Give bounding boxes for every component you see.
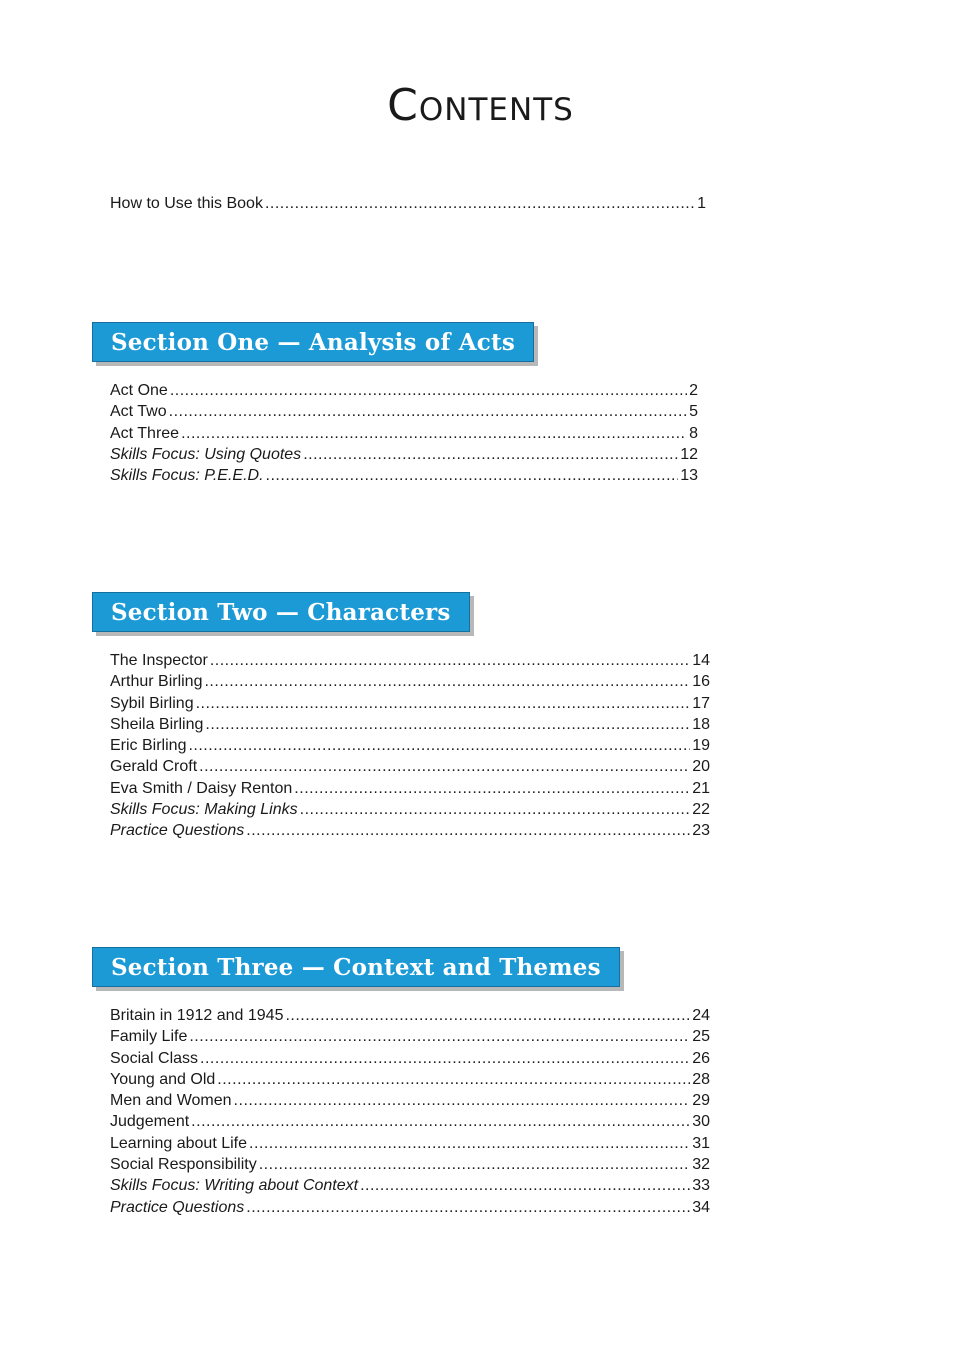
toc-entry-page: 25 bbox=[692, 1028, 710, 1046]
toc-entry-label: Skills Focus: Making Links bbox=[110, 801, 298, 819]
leader-dots bbox=[294, 778, 690, 799]
toc-entry[interactable] bbox=[110, 465, 698, 486]
leader-dots bbox=[234, 1090, 691, 1111]
toc-entry-label: Eric Birling bbox=[110, 737, 187, 755]
leader-dots bbox=[205, 714, 690, 735]
toc-entry-page: 32 bbox=[692, 1156, 710, 1174]
toc-entry-page: 2 bbox=[689, 382, 698, 399]
toc-entry-label: How to Use this Book bbox=[110, 195, 263, 212]
section-one-list bbox=[110, 380, 698, 486]
leader-dots bbox=[300, 799, 691, 820]
toc-entry[interactable] bbox=[110, 401, 698, 422]
leader-dots bbox=[204, 671, 690, 692]
toc-entry-page: 23 bbox=[692, 822, 710, 840]
leader-dots bbox=[169, 401, 687, 422]
section-two bbox=[92, 592, 710, 840]
toc-entry[interactable] bbox=[110, 1069, 710, 1090]
toc-entry[interactable] bbox=[110, 735, 710, 756]
toc-entry[interactable] bbox=[110, 1154, 710, 1175]
section-three bbox=[92, 947, 710, 1216]
leader-dots bbox=[265, 193, 695, 214]
toc-entry-label: Men and Women bbox=[110, 1092, 232, 1110]
toc-entry-page: 17 bbox=[692, 694, 710, 712]
toc-entry-page: 8 bbox=[689, 424, 698, 442]
leader-dots bbox=[249, 1133, 690, 1154]
leader-dots bbox=[246, 820, 690, 841]
toc-entry-page: 18 bbox=[692, 715, 710, 733]
leader-dots bbox=[181, 423, 687, 444]
section-two-list bbox=[110, 650, 710, 842]
leader-dots bbox=[188, 735, 690, 756]
leader-dots bbox=[170, 380, 687, 401]
toc-entry-page: 20 bbox=[692, 758, 710, 776]
toc-entry[interactable] bbox=[110, 1005, 710, 1026]
toc-entry[interactable] bbox=[110, 714, 710, 735]
toc-entry-page: 14 bbox=[692, 652, 710, 669]
toc-entry[interactable] bbox=[110, 1133, 710, 1154]
toc-entry-label: Gerald Croft bbox=[110, 758, 198, 776]
toc-entry-label: The Inspector bbox=[110, 652, 208, 669]
toc-entry-page: 33 bbox=[692, 1177, 710, 1195]
toc-entry[interactable] bbox=[110, 1197, 710, 1218]
toc-entry-page: 26 bbox=[692, 1049, 710, 1067]
toc-entry-page: 1 bbox=[697, 195, 706, 212]
toc-entry-label: Act One bbox=[110, 382, 168, 399]
toc-entry-page: 21 bbox=[692, 779, 710, 797]
leader-dots bbox=[191, 1111, 690, 1132]
section-one-heading: Section One — Analysis of Acts bbox=[92, 322, 534, 362]
toc-entry[interactable] bbox=[110, 650, 710, 671]
toc-entry-label: Eva Smith / Daisy Renton bbox=[110, 779, 293, 797]
toc-entry[interactable] bbox=[110, 1090, 710, 1111]
leader-dots bbox=[210, 650, 690, 671]
toc-entry[interactable] bbox=[110, 799, 710, 820]
toc-entry-page: 13 bbox=[680, 467, 698, 485]
toc-entry-label: Act Two bbox=[110, 403, 167, 421]
leader-dots bbox=[217, 1069, 690, 1090]
toc-entry-page: 5 bbox=[689, 403, 698, 421]
leader-dots bbox=[285, 1005, 690, 1026]
leader-dots bbox=[196, 693, 691, 714]
toc-entry[interactable] bbox=[110, 756, 710, 777]
leader-dots bbox=[266, 465, 679, 486]
toc-entry-page: 31 bbox=[692, 1134, 710, 1152]
intro-list bbox=[110, 193, 706, 214]
toc-entry-label: Skills Focus: Writing about Context bbox=[110, 1177, 359, 1195]
leader-dots bbox=[200, 1048, 690, 1069]
toc-entry[interactable] bbox=[110, 423, 698, 444]
toc-entry-label: Young and Old bbox=[110, 1070, 216, 1088]
toc-entry-label: Skills Focus: P.E.E.D. bbox=[110, 467, 264, 485]
toc-entry-label: Act Three bbox=[110, 424, 180, 442]
leader-dots bbox=[259, 1154, 690, 1175]
toc-entry[interactable] bbox=[110, 380, 698, 401]
toc-entry[interactable] bbox=[110, 778, 710, 799]
toc-entry[interactable] bbox=[110, 820, 710, 841]
toc-entry-label: Sybil Birling bbox=[110, 694, 194, 712]
leader-dots bbox=[303, 444, 678, 465]
toc-entry-page: 24 bbox=[692, 1007, 710, 1024]
toc-entry-page: 12 bbox=[680, 445, 698, 463]
toc-entry[interactable] bbox=[110, 671, 710, 692]
toc-entry-label: Family Life bbox=[110, 1028, 188, 1046]
toc-entry[interactable] bbox=[110, 193, 706, 214]
leader-dots bbox=[189, 1026, 690, 1047]
toc-entry-page: 30 bbox=[692, 1113, 710, 1131]
toc-entry[interactable] bbox=[110, 1048, 710, 1069]
toc-entry-label: Learning about Life bbox=[110, 1134, 247, 1152]
leader-dots bbox=[246, 1197, 690, 1218]
toc-entry[interactable] bbox=[110, 444, 698, 465]
toc-entry-label: Britain in 1912 and 1945 bbox=[110, 1007, 284, 1024]
page-title: Contents bbox=[387, 80, 574, 131]
toc-entry[interactable] bbox=[110, 693, 710, 714]
leader-dots bbox=[360, 1175, 690, 1196]
leader-dots bbox=[199, 756, 690, 777]
toc-entry-label: Social Responsibility bbox=[110, 1156, 257, 1174]
section-one bbox=[92, 322, 698, 485]
toc-entry-page: 29 bbox=[692, 1092, 710, 1110]
section-three-list bbox=[110, 1005, 710, 1218]
toc-entry-page: 22 bbox=[692, 801, 710, 819]
toc-entry-page: 16 bbox=[692, 673, 710, 691]
toc-entry-label: Social Class bbox=[110, 1049, 199, 1067]
toc-entry[interactable] bbox=[110, 1026, 710, 1047]
section-three-heading: Section Three — Context and Themes bbox=[92, 947, 620, 987]
toc-entry[interactable] bbox=[110, 1175, 710, 1196]
toc-entry-label: Judgement bbox=[110, 1113, 190, 1131]
section-two-heading: Section Two — Characters bbox=[92, 592, 470, 632]
toc-entry-page: 28 bbox=[692, 1070, 710, 1088]
toc-entry-label: Practice Questions bbox=[110, 1198, 245, 1216]
toc-entry-page: 19 bbox=[692, 737, 710, 755]
toc-entry[interactable] bbox=[110, 1111, 710, 1132]
toc-entry-label: Sheila Birling bbox=[110, 715, 204, 733]
toc-entry-label: Skills Focus: Using Quotes bbox=[110, 445, 302, 463]
toc-entry-label: Practice Questions bbox=[110, 822, 245, 840]
toc-entry-label: Arthur Birling bbox=[110, 673, 203, 691]
toc-entry-page: 34 bbox=[692, 1198, 710, 1216]
